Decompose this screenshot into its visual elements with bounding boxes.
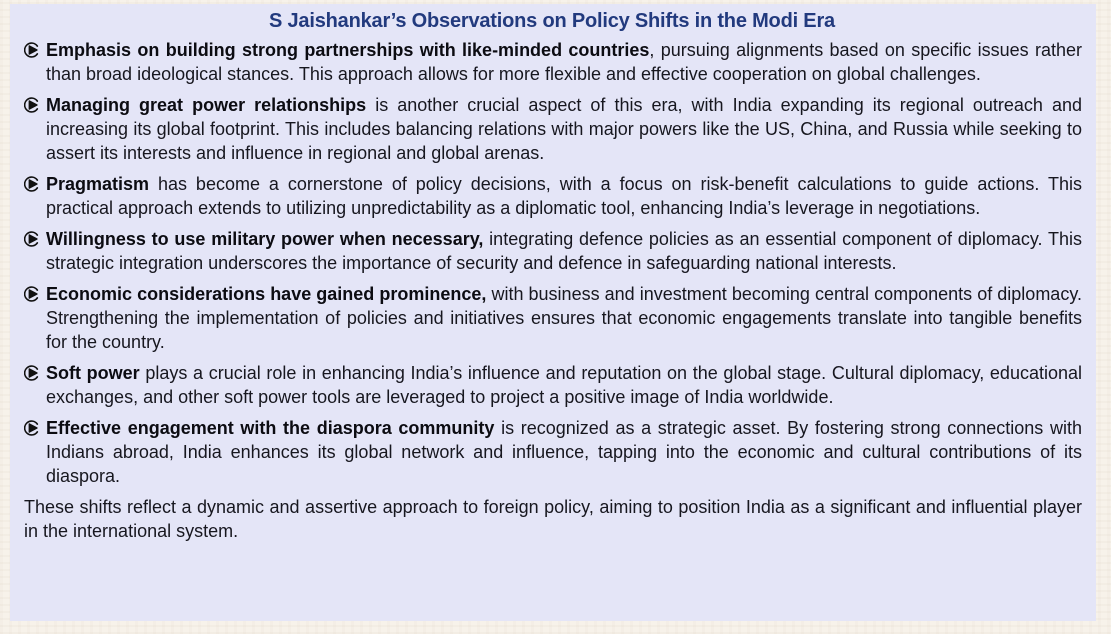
bullet-text (46, 282, 1082, 354)
bullet-item (22, 361, 1082, 409)
bullet-item (22, 416, 1082, 488)
bullet-rest: has become a cornerstone of policy decisions, with a focus on risk-benefit calculations to guide actions. This practical approach extends to utilizing unpredictability as a diplomatic tool, enhancing India’s leverage in negotiations. (46, 174, 1082, 218)
bullet-rest: is another crucial aspect of this era, with India expanding its regional outreach and increasing its global footprint. This includes balancing relations with major powers like the US, China, and Russia while seeking to assert its interests and influence in regional and global arenas. (46, 95, 1082, 163)
bullet-lead: Soft power (46, 363, 140, 383)
bullet-lead: Managing great power relationships (46, 95, 367, 115)
bullet-text (46, 172, 1082, 220)
play-circle-icon (24, 97, 46, 113)
bullet-lead: Pragmatism (46, 174, 150, 194)
play-circle-icon (24, 420, 46, 436)
bullet-text (46, 227, 1082, 275)
content-panel (10, 4, 1096, 621)
bullet-lead: Emphasis on building strong partnerships with like-minded countries (46, 40, 650, 60)
bullet-item (22, 172, 1082, 220)
bullet-lead: Willingness to use military power when necessary, (46, 229, 484, 249)
bullet-rest: plays a crucial role in enhancing India’s influence and reputation on the global stage. Cultural diplomacy, educational exchanges, and other soft power tools are leveraged to project a positive image of India worldwide. (46, 363, 1082, 407)
bullet-item (22, 93, 1082, 165)
bullet-lead: Economic considerations have gained prominence, (46, 284, 487, 304)
bullet-text (46, 416, 1082, 488)
bullet-item (22, 38, 1082, 86)
play-circle-icon (24, 286, 46, 302)
closing-paragraph: These shifts reflect a dynamic and assertive approach to foreign policy, aiming to position India as a significant and influential player in the international system. (24, 497, 1082, 541)
bullet-text (46, 93, 1082, 165)
bullet-lead: Effective engagement with the diaspora community (46, 418, 495, 438)
play-circle-icon (24, 365, 46, 381)
bullet-rest: , pursuing alignments based on specific issues rather than broad ideological stances. This approach allows for more flexible and effective cooperation on global challenges. (46, 40, 1083, 84)
bullet-item (22, 282, 1082, 354)
play-circle-icon (24, 42, 46, 58)
page-title: S Jaishankar’s Observations on Policy Shifts in the Modi Era (269, 10, 835, 32)
bullet-item (22, 227, 1082, 275)
bullet-text (46, 38, 1082, 86)
bullet-rest: with business and investment becoming central components of diplomacy. Strengthening the implementation of policies and initiatives ensures that economic engagements translate into tangible benefits for the country. (46, 284, 1082, 352)
bullet-text (46, 361, 1082, 409)
bullet-rest: is recognized as a strategic asset. By fostering strong connections with Indians abroad, India enhances its global network and influence, tapping into the economic and cultural contributions of its diaspora. (46, 418, 1082, 486)
play-circle-icon (24, 231, 46, 247)
play-circle-icon (24, 176, 46, 192)
bullet-rest: integrating defence policies as an essential component of diplomacy. This strategic integration underscores the importance of security and defence in safeguarding national interests. (46, 229, 1082, 273)
